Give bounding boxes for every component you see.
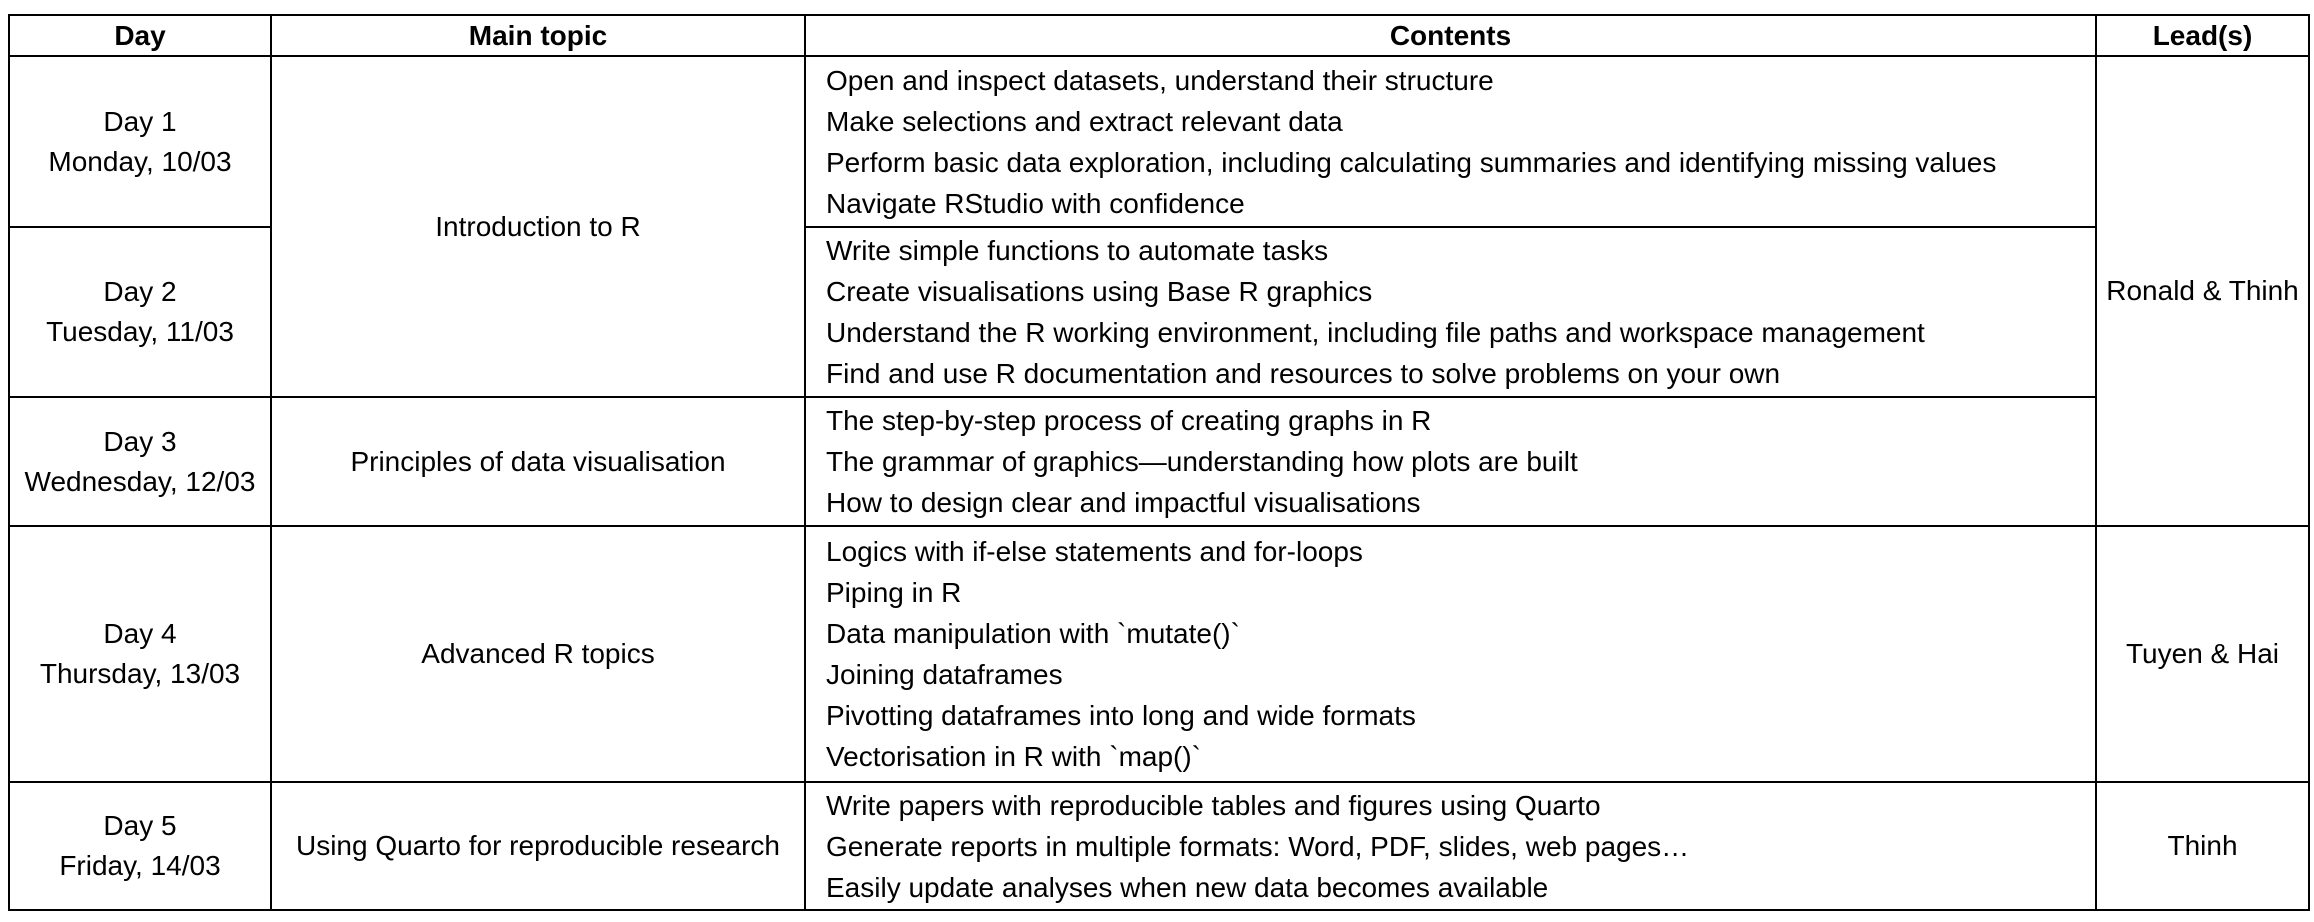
day-label: Day 5 <box>103 810 177 841</box>
contents-list <box>806 60 2095 224</box>
table-row <box>9 526 2309 782</box>
list-item: Open and inspect datasets, understand their structure <box>826 64 1494 96</box>
topic-cell: Using Quarto for reproducible research <box>271 782 805 910</box>
day-cell <box>9 227 271 397</box>
list-item: Joining dataframes <box>826 659 1063 690</box>
contents-list <box>806 400 2095 523</box>
list-item: Logics with if-else statements and for-loops <box>826 536 1363 567</box>
day-label: Day 2 <box>103 276 177 307</box>
day-cell <box>9 56 271 227</box>
topic-cell: Principles of data visualisation <box>271 397 805 526</box>
day-date: Tuesday, 11/03 <box>46 316 234 347</box>
list-item: How to design clear and impactful visualisations <box>826 487 1421 518</box>
day-label: Day 3 <box>103 425 177 457</box>
table-row <box>9 56 2309 227</box>
list-item: Perform basic data exploration, including calculating summaries and identifying missing values <box>826 146 1997 178</box>
contents-cell <box>805 227 2096 397</box>
table-row <box>9 782 2309 910</box>
list-item: Piping in R <box>826 577 962 608</box>
schedule-table <box>8 14 2310 911</box>
list-item: Navigate RStudio with confidence <box>826 187 1245 219</box>
header-day: Day <box>9 15 271 56</box>
list-item: Vectorisation in R with `map()` <box>826 741 1202 772</box>
contents-list <box>806 531 2095 777</box>
list-item: Data manipulation with `mutate()` <box>826 618 1240 649</box>
contents-list <box>806 785 2095 908</box>
table-row <box>9 397 2309 526</box>
day-label: Day 4 <box>103 618 177 649</box>
day-cell <box>9 782 271 910</box>
topic-cell: Advanced R topics <box>271 526 805 782</box>
header-leads: Lead(s) <box>2096 15 2309 56</box>
contents-list <box>806 230 2095 394</box>
day-cell <box>9 526 271 782</box>
contents-cell <box>805 782 2096 910</box>
list-item: Write simple functions to automate tasks <box>826 235 1329 266</box>
day-label: Day 1 <box>103 105 177 137</box>
list-item: Easily update analyses when new data becomes available <box>826 871 1549 903</box>
contents-cell <box>805 526 2096 782</box>
header-contents: Contents <box>805 15 2096 56</box>
header-row <box>9 15 2309 56</box>
day-date: Wednesday, 12/03 <box>24 465 256 497</box>
lead-cell: Thinh <box>2096 782 2309 910</box>
list-item: Write papers with reproducible tables and figures using Quarto <box>826 789 1601 821</box>
day-date: Friday, 14/03 <box>59 850 221 881</box>
contents-cell <box>805 56 2096 227</box>
list-item: Make selections and extract relevant data <box>826 105 1343 137</box>
lead-cell: Tuyen & Hai <box>2096 526 2309 782</box>
list-item: Find and use R documentation and resources to solve problems on your own <box>826 358 1781 389</box>
list-item: The step-by-step process of creating graphs in R <box>826 405 1432 436</box>
list-item: Pivotting dataframes into long and wide formats <box>826 700 1416 731</box>
day-date: Thursday, 13/03 <box>39 658 241 689</box>
header-main-topic: Main topic <box>271 15 805 56</box>
day-date: Monday, 10/03 <box>48 145 232 177</box>
topic-cell: Introduction to R <box>271 56 805 397</box>
list-item: Understand the R working environment, including file paths and workspace management <box>826 317 1925 348</box>
day-cell <box>9 397 271 526</box>
list-item: Generate reports in multiple formats: Word, PDF, slides, web pages… <box>826 830 1690 862</box>
list-item: The grammar of graphics—understanding how plots are built <box>826 446 1578 477</box>
lead-cell: Ronald & Thinh <box>2096 56 2309 526</box>
list-item: Create visualisations using Base R graphics <box>826 276 1373 307</box>
contents-cell <box>805 397 2096 526</box>
